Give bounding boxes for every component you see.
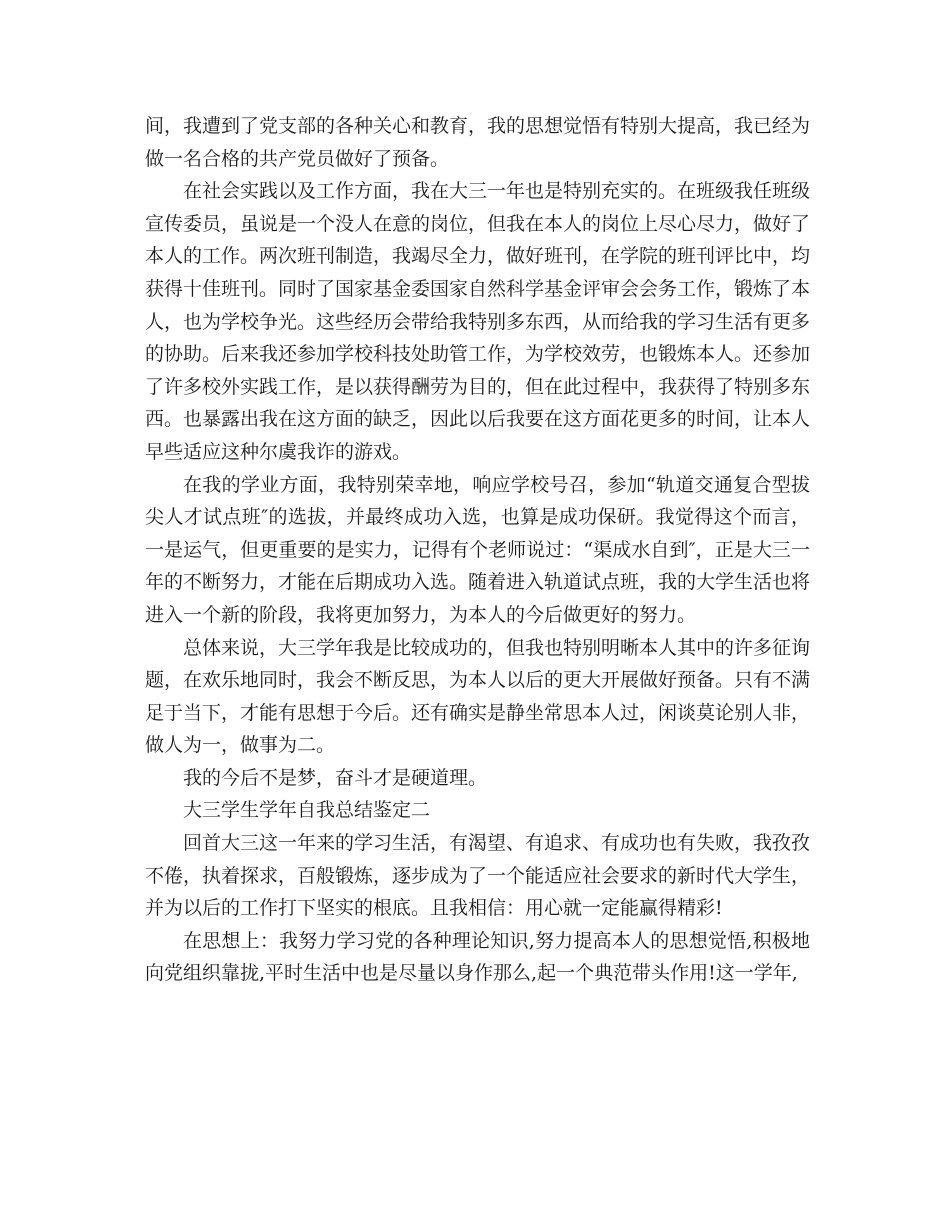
document-body	[145, 110, 810, 990]
paragraph-continued: 间，我遭到了党支部的各种关心和教育，我的思想觉悟有特别大提高，我已经为做一名合格的共产党员做好了预备。	[145, 115, 811, 170]
paragraph-academics: 在我的学业方面，我特别荣幸地，响应学校号召，参加“轨道交通复合型拔尖人才试点班″的选拔，并最终成功入选，也算是成功保研。我觉得这个而言，一是运气，但更重要的是实力，记得有个老师说过：“渠成水自到″，正是大三一年的不断努力，才能在后期成功入选。随着进入轨道试点班，我的大学生活也将进入一个新的阶段，我将更加努力，为本人的今后做更好的努力。	[145, 473, 811, 626]
paragraph-review: 回首大三这一年来的学习生活，有渴望、有追求、有成功也有失败，我孜孜不倦，执着探求，百般锻炼，逐步成为了一个能适应社会要求的新时代大学生，并为以后的工作打下坚实的根底。且我相信：用心就一定能赢得精彩!	[145, 832, 811, 920]
paragraph-summary: 总体来说，大三学年我是比较成功的，但我也特别明晰本人其中的许多征询题，在欢乐地同时，我会不断反思，为本人以后的更大开展做好预备。只有不满足于当下，才能有思想于今后。还有确实是静坐常思本人过，闲谈莫论别人非，做人为一，做事为二。	[145, 636, 811, 757]
paragraph-ideology: 在思想上：我努力学习党的各种理论知识,努力提高本人的思想觉悟,积极地向党组织靠拢,平时生活中也是尽量以身作那么,起一个典范带头作用!这一学年,	[145, 929, 810, 985]
paragraph-motto: 我的今后不是梦，奋斗才是硬道理。	[183, 766, 488, 789]
paragraph-social-practice: 在社会实践以及工作方面，我在大三一年也是特别充实的。在班级我任班级宣传委员，虽说是一个没人在意的岗位，但我在本人的岗位上尽心尽力，做好了本人的工作。两次班刊制造，我竭尽全力，做好班刊，在学院的班刊评比中，均获得十佳班刊。同时了国家基金委国家自然科学基金评审会会务工作，锻炼了本人，也为学校争光。这些经历会带给我特别多东西，从而给我的学习生活有更多的协助。后来我还参加学校科技处助管工作，为学校效劳，也锻炼本人。还参加了许多校外实践工作，是以获得酬劳为目的，但在此过程中，我获得了特别多东西。也暴露出我在这方面的缺乏，因此以后我要在这方面花更多的时间，让本人早些适应这种尔虞我诈的游戏。	[145, 180, 811, 463]
section-heading: 大三学生学年自我总结鉴定二	[183, 799, 431, 822]
